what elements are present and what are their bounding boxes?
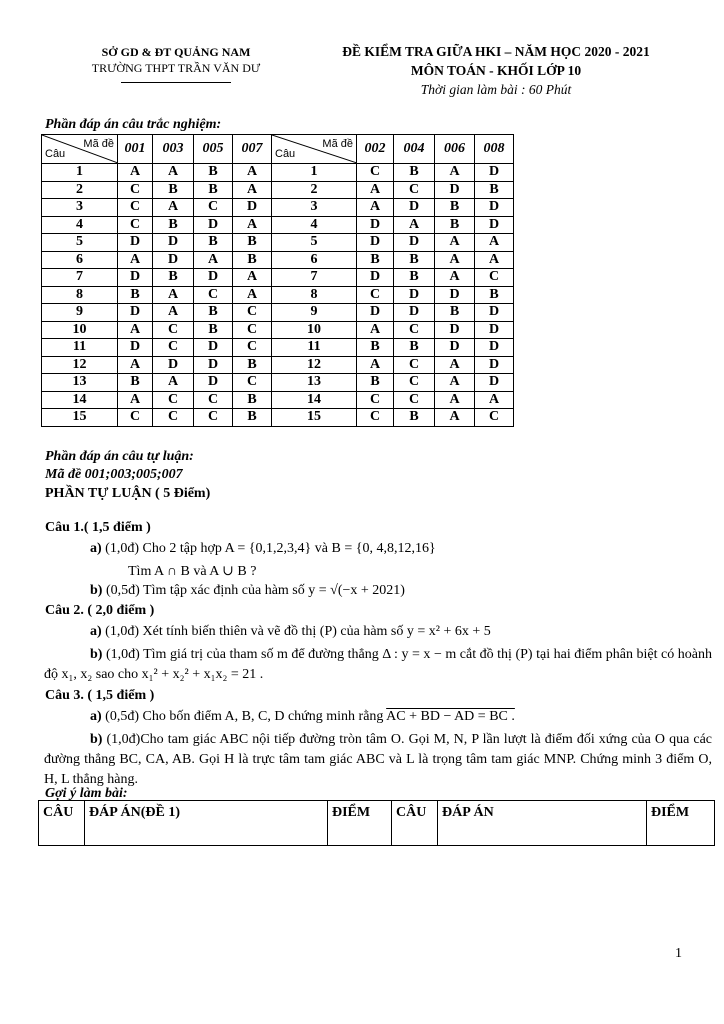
question-number: 9 <box>42 304 118 322</box>
answer-cell: D <box>475 216 514 234</box>
q2a-label: a) <box>90 624 102 639</box>
mc-section-title: Phần đáp án câu trắc nghiệm: <box>45 117 222 132</box>
answer-cell: C <box>475 409 514 427</box>
answer-cell: D <box>118 269 153 287</box>
answer-cell: B <box>357 339 394 357</box>
answer-row <box>42 356 514 374</box>
header-rule <box>121 82 231 83</box>
q1b-text: (0,5đ) Tìm tập xác định của hàm số <box>105 583 305 598</box>
q3a-label: a) <box>90 709 102 724</box>
answer-cell: D <box>475 374 514 392</box>
answer-cell: D <box>357 304 394 322</box>
hint-table <box>38 800 715 846</box>
q2b-text: (1,0đ) Tìm giá trị của tham số m để đường thẳng Δ : y = x − m cắt đồ thị (P) tại hai điểm phân biệt có hoành độ x₁, x₂ sao cho x₁² + x₂² + x₁x₂ = 21 . <box>44 647 713 682</box>
q1b-label: b) <box>90 583 103 598</box>
answer-cell: D <box>194 356 233 374</box>
answer-cell: D <box>194 374 233 392</box>
q2a-text: (1,0đ) Xét tính biến thiên và vẽ đồ thị (P) của hàm số <box>105 624 404 639</box>
question-2-title: Câu 2. ( 2,0 điểm ) <box>45 603 155 618</box>
answer-row <box>42 164 514 182</box>
answer-cell: C <box>233 374 272 392</box>
hint-col-question-2: CÂU <box>392 801 438 846</box>
answer-cell: B <box>233 356 272 374</box>
q1a-text: (1,0đ) Cho 2 tập hợp <box>105 541 222 556</box>
question-number: 6 <box>272 251 357 269</box>
answer-cell: C <box>118 216 153 234</box>
answer-cell: B <box>475 181 514 199</box>
answer-cell: A <box>435 251 475 269</box>
corner-code-label: Mã đề <box>83 138 114 150</box>
answer-cell: B <box>435 199 475 217</box>
answer-cell: D <box>475 304 514 322</box>
answer-cell: C <box>357 164 394 182</box>
question-number: 8 <box>272 286 357 304</box>
answer-cell: C <box>394 181 435 199</box>
hint-title: Gợi ý làm bài: <box>45 786 128 801</box>
department-name: SỞ GD & ĐT QUẢNG NAM <box>101 45 251 59</box>
answer-cell: A <box>475 391 514 409</box>
table-corner-right <box>272 135 357 164</box>
answer-cell: A <box>153 286 194 304</box>
question-number: 7 <box>42 269 118 287</box>
answer-cell: A <box>118 321 153 339</box>
question-number: 3 <box>42 199 118 217</box>
page-number: 1 <box>675 946 682 961</box>
exam-title: ĐỀ KIỂM TRA GIỮA HKI – NĂM HỌC 2020 - 2021 <box>342 44 650 59</box>
question-number: 15 <box>272 409 357 427</box>
essay-section-title: PHẦN TỰ LUẬN ( 5 Điểm) <box>45 486 211 501</box>
answer-row <box>42 339 514 357</box>
answer-cell: A <box>475 251 514 269</box>
hint-col-question: CÂU <box>39 801 85 846</box>
answer-row <box>42 199 514 217</box>
question-number: 11 <box>42 339 118 357</box>
answer-cell: D <box>194 269 233 287</box>
answer-cell: D <box>394 304 435 322</box>
question-number: 3 <box>272 199 357 217</box>
answer-cell: C <box>118 199 153 217</box>
hint-col-score: ĐIỂM <box>328 801 392 846</box>
answer-cell: C <box>357 391 394 409</box>
answer-cell: C <box>153 409 194 427</box>
answer-cell: B <box>435 216 475 234</box>
essay-codes: Mã đề 001;003;005;007 <box>45 467 183 482</box>
answer-cell: B <box>357 251 394 269</box>
school-name: TRƯỜNG THPT TRẦN VĂN DƯ <box>91 61 261 75</box>
question-1b <box>90 583 405 599</box>
answer-cell: A <box>475 234 514 252</box>
answer-cell: A <box>233 286 272 304</box>
answer-table-header <box>42 135 514 164</box>
answer-cell: B <box>194 304 233 322</box>
answer-cell: B <box>475 286 514 304</box>
answer-cell: B <box>194 181 233 199</box>
answer-cell: C <box>118 181 153 199</box>
header-left <box>56 44 296 83</box>
question-number: 12 <box>272 356 357 374</box>
answer-cell: A <box>357 321 394 339</box>
answer-cell: B <box>233 391 272 409</box>
answer-cell: B <box>394 339 435 357</box>
answer-cell: D <box>475 356 514 374</box>
exam-code: 008 <box>475 135 514 164</box>
answer-cell: D <box>118 339 153 357</box>
q3a-vector-expression: AC + BD − AD = BC . <box>386 709 515 724</box>
q1a-and: và <box>314 541 328 556</box>
answer-cell: D <box>118 234 153 252</box>
question-number: 1 <box>42 164 118 182</box>
answer-row <box>42 286 514 304</box>
answer-cell: C <box>194 286 233 304</box>
answer-cell: D <box>394 199 435 217</box>
answer-cell: D <box>194 339 233 357</box>
answer-row <box>42 391 514 409</box>
answer-cell: B <box>233 409 272 427</box>
question-3a <box>90 709 515 725</box>
answer-cell: C <box>357 286 394 304</box>
answer-cell: C <box>153 391 194 409</box>
answer-row <box>42 321 514 339</box>
answer-cell: B <box>233 234 272 252</box>
answer-cell: C <box>233 339 272 357</box>
answer-cell: B <box>153 269 194 287</box>
question-number: 1 <box>272 164 357 182</box>
answer-cell: C <box>153 321 194 339</box>
hint-col-score-2: ĐIỂM <box>647 801 715 846</box>
answer-cell: A <box>435 269 475 287</box>
exam-code: 003 <box>153 135 194 164</box>
answer-row <box>42 269 514 287</box>
answer-cell: B <box>394 269 435 287</box>
question-number: 9 <box>272 304 357 322</box>
corner-question-label: Câu <box>275 148 296 160</box>
answer-cell: D <box>357 216 394 234</box>
answer-cell: C <box>475 269 514 287</box>
corner-code-label: Mã đề <box>322 138 353 150</box>
answer-cell: B <box>118 286 153 304</box>
question-number: 7 <box>272 269 357 287</box>
question-3b <box>44 730 712 790</box>
answer-cell: C <box>357 409 394 427</box>
answer-cell: B <box>394 251 435 269</box>
answer-cell: A <box>153 374 194 392</box>
hint-col-answer-1: ĐÁP ÁN(ĐỀ 1) <box>85 801 328 846</box>
answer-cell: D <box>475 339 514 357</box>
question-number: 12 <box>42 356 118 374</box>
answer-row <box>42 409 514 427</box>
q3b-label: b) <box>90 732 103 747</box>
answer-cell: A <box>357 199 394 217</box>
answer-cell: D <box>357 269 394 287</box>
question-number: 14 <box>42 391 118 409</box>
question-2a <box>90 624 491 640</box>
answer-cell: A <box>118 356 153 374</box>
q1a-label: a) <box>90 541 102 556</box>
answer-cell: C <box>118 409 153 427</box>
answer-row <box>42 304 514 322</box>
q3a-text: (0,5đ) Cho bốn điểm A, B, C, D chứng minh rằng <box>105 709 384 724</box>
answer-cell: C <box>194 409 233 427</box>
q1a-set-b: B = {0, 4,8,12,16} <box>331 541 436 556</box>
answer-cell: B <box>394 164 435 182</box>
answer-cell: B <box>153 181 194 199</box>
answer-cell: A <box>233 216 272 234</box>
hint-col-answer-2: ĐÁP ÁN <box>438 801 647 846</box>
question-number: 2 <box>42 181 118 199</box>
answer-cell: D <box>394 234 435 252</box>
answer-cell: A <box>118 391 153 409</box>
answer-cell: A <box>435 409 475 427</box>
q1a-find: Tìm A ∩ B và A ∪ B ? <box>128 564 257 579</box>
answer-cell: D <box>153 251 194 269</box>
question-1a <box>90 541 436 557</box>
question-2b <box>44 645 712 685</box>
exam-code: 002 <box>357 135 394 164</box>
question-3-title: Câu 3. ( 1,5 điểm ) <box>45 688 155 703</box>
answer-cell: D <box>357 234 394 252</box>
answer-cell: A <box>394 216 435 234</box>
question-number: 13 <box>42 374 118 392</box>
answer-cell: A <box>435 391 475 409</box>
answer-cell: C <box>194 391 233 409</box>
answer-cell: D <box>233 199 272 217</box>
answer-cell: D <box>435 181 475 199</box>
answer-cell: A <box>357 356 394 374</box>
answer-cell: B <box>194 234 233 252</box>
question-number: 15 <box>42 409 118 427</box>
answer-row <box>42 216 514 234</box>
answer-cell: C <box>153 339 194 357</box>
answer-cell: C <box>194 199 233 217</box>
q1b-function: y = √(−x + 2021) <box>308 583 405 598</box>
question-1-title: Câu 1.( 1,5 điểm ) <box>45 520 151 535</box>
answer-cell: D <box>435 339 475 357</box>
answer-cell: A <box>118 251 153 269</box>
essay-answer-title: Phần đáp án câu tự luận: <box>45 449 194 464</box>
answer-cell: D <box>475 321 514 339</box>
answer-cell: A <box>153 304 194 322</box>
answer-row <box>42 251 514 269</box>
answer-cell: C <box>394 391 435 409</box>
answer-cell: C <box>394 356 435 374</box>
question-number: 5 <box>42 234 118 252</box>
answer-cell: C <box>233 304 272 322</box>
question-number: 8 <box>42 286 118 304</box>
answer-cell: A <box>357 181 394 199</box>
question-number: 4 <box>42 216 118 234</box>
answer-row <box>42 374 514 392</box>
question-number: 6 <box>42 251 118 269</box>
answer-cell: A <box>153 199 194 217</box>
answer-cell: D <box>118 304 153 322</box>
q2a-function: y = x² + 6x + 5 <box>406 624 491 639</box>
answer-row <box>42 181 514 199</box>
q2b-label: b) <box>90 647 103 662</box>
exam-code: 001 <box>118 135 153 164</box>
question-number: 4 <box>272 216 357 234</box>
answer-cell: A <box>435 234 475 252</box>
question-number: 2 <box>272 181 357 199</box>
answer-cell: A <box>435 356 475 374</box>
exam-code: 004 <box>394 135 435 164</box>
answer-cell: C <box>233 321 272 339</box>
exam-code: 005 <box>194 135 233 164</box>
answer-cell: A <box>118 164 153 182</box>
answer-cell: B <box>435 304 475 322</box>
answer-cell: D <box>394 286 435 304</box>
answer-cell: A <box>233 164 272 182</box>
corner-question-label: Câu <box>45 148 66 160</box>
answer-table <box>41 134 514 427</box>
answer-cell: D <box>435 286 475 304</box>
answer-cell: B <box>194 321 233 339</box>
exam-code: 006 <box>435 135 475 164</box>
answer-cell: D <box>475 164 514 182</box>
answer-cell: B <box>357 374 394 392</box>
question-number: 5 <box>272 234 357 252</box>
answer-cell: A <box>435 164 475 182</box>
answer-cell: A <box>233 269 272 287</box>
exam-code: 007 <box>233 135 272 164</box>
answer-cell: B <box>118 374 153 392</box>
question-number: 14 <box>272 391 357 409</box>
answer-cell: B <box>153 216 194 234</box>
answer-cell: B <box>233 251 272 269</box>
q3b-text: (1,0đ)Cho tam giác ABC nội tiếp đường tròn tâm O. Gọi M, N, P lần lượt là điểm đối xứng của O qua các đường thẳng BC, CA, AB. Gọi H là trực tâm tam giác ABC và L là trọng tâm tam giác MNP. Chứng minh 3 điểm O, H, L thẳng hàng. <box>44 732 713 787</box>
answer-cell: B <box>394 409 435 427</box>
answer-cell: B <box>194 164 233 182</box>
table-corner-left <box>42 135 118 164</box>
answer-cell: D <box>153 234 194 252</box>
answer-cell: D <box>435 321 475 339</box>
answer-cell: A <box>153 164 194 182</box>
header-right <box>316 42 676 99</box>
question-number: 13 <box>272 374 357 392</box>
answer-cell: C <box>394 321 435 339</box>
answer-cell: D <box>153 356 194 374</box>
answer-cell: C <box>394 374 435 392</box>
question-number: 10 <box>272 321 357 339</box>
answer-cell: D <box>475 199 514 217</box>
answer-cell: A <box>233 181 272 199</box>
hint-table-header <box>39 801 715 846</box>
answer-cell: D <box>194 216 233 234</box>
question-number: 10 <box>42 321 118 339</box>
q1a-set-a: A = {0,1,2,3,4} <box>224 541 312 556</box>
answer-cell: A <box>435 374 475 392</box>
time-line: Thời gian làm bài : 60 Phút <box>420 82 572 97</box>
answer-row <box>42 234 514 252</box>
question-number: 11 <box>272 339 357 357</box>
subject-line: MÔN TOÁN - KHỐI LỚP 10 <box>410 63 582 78</box>
answer-table-body <box>42 164 514 427</box>
answer-cell: A <box>194 251 233 269</box>
